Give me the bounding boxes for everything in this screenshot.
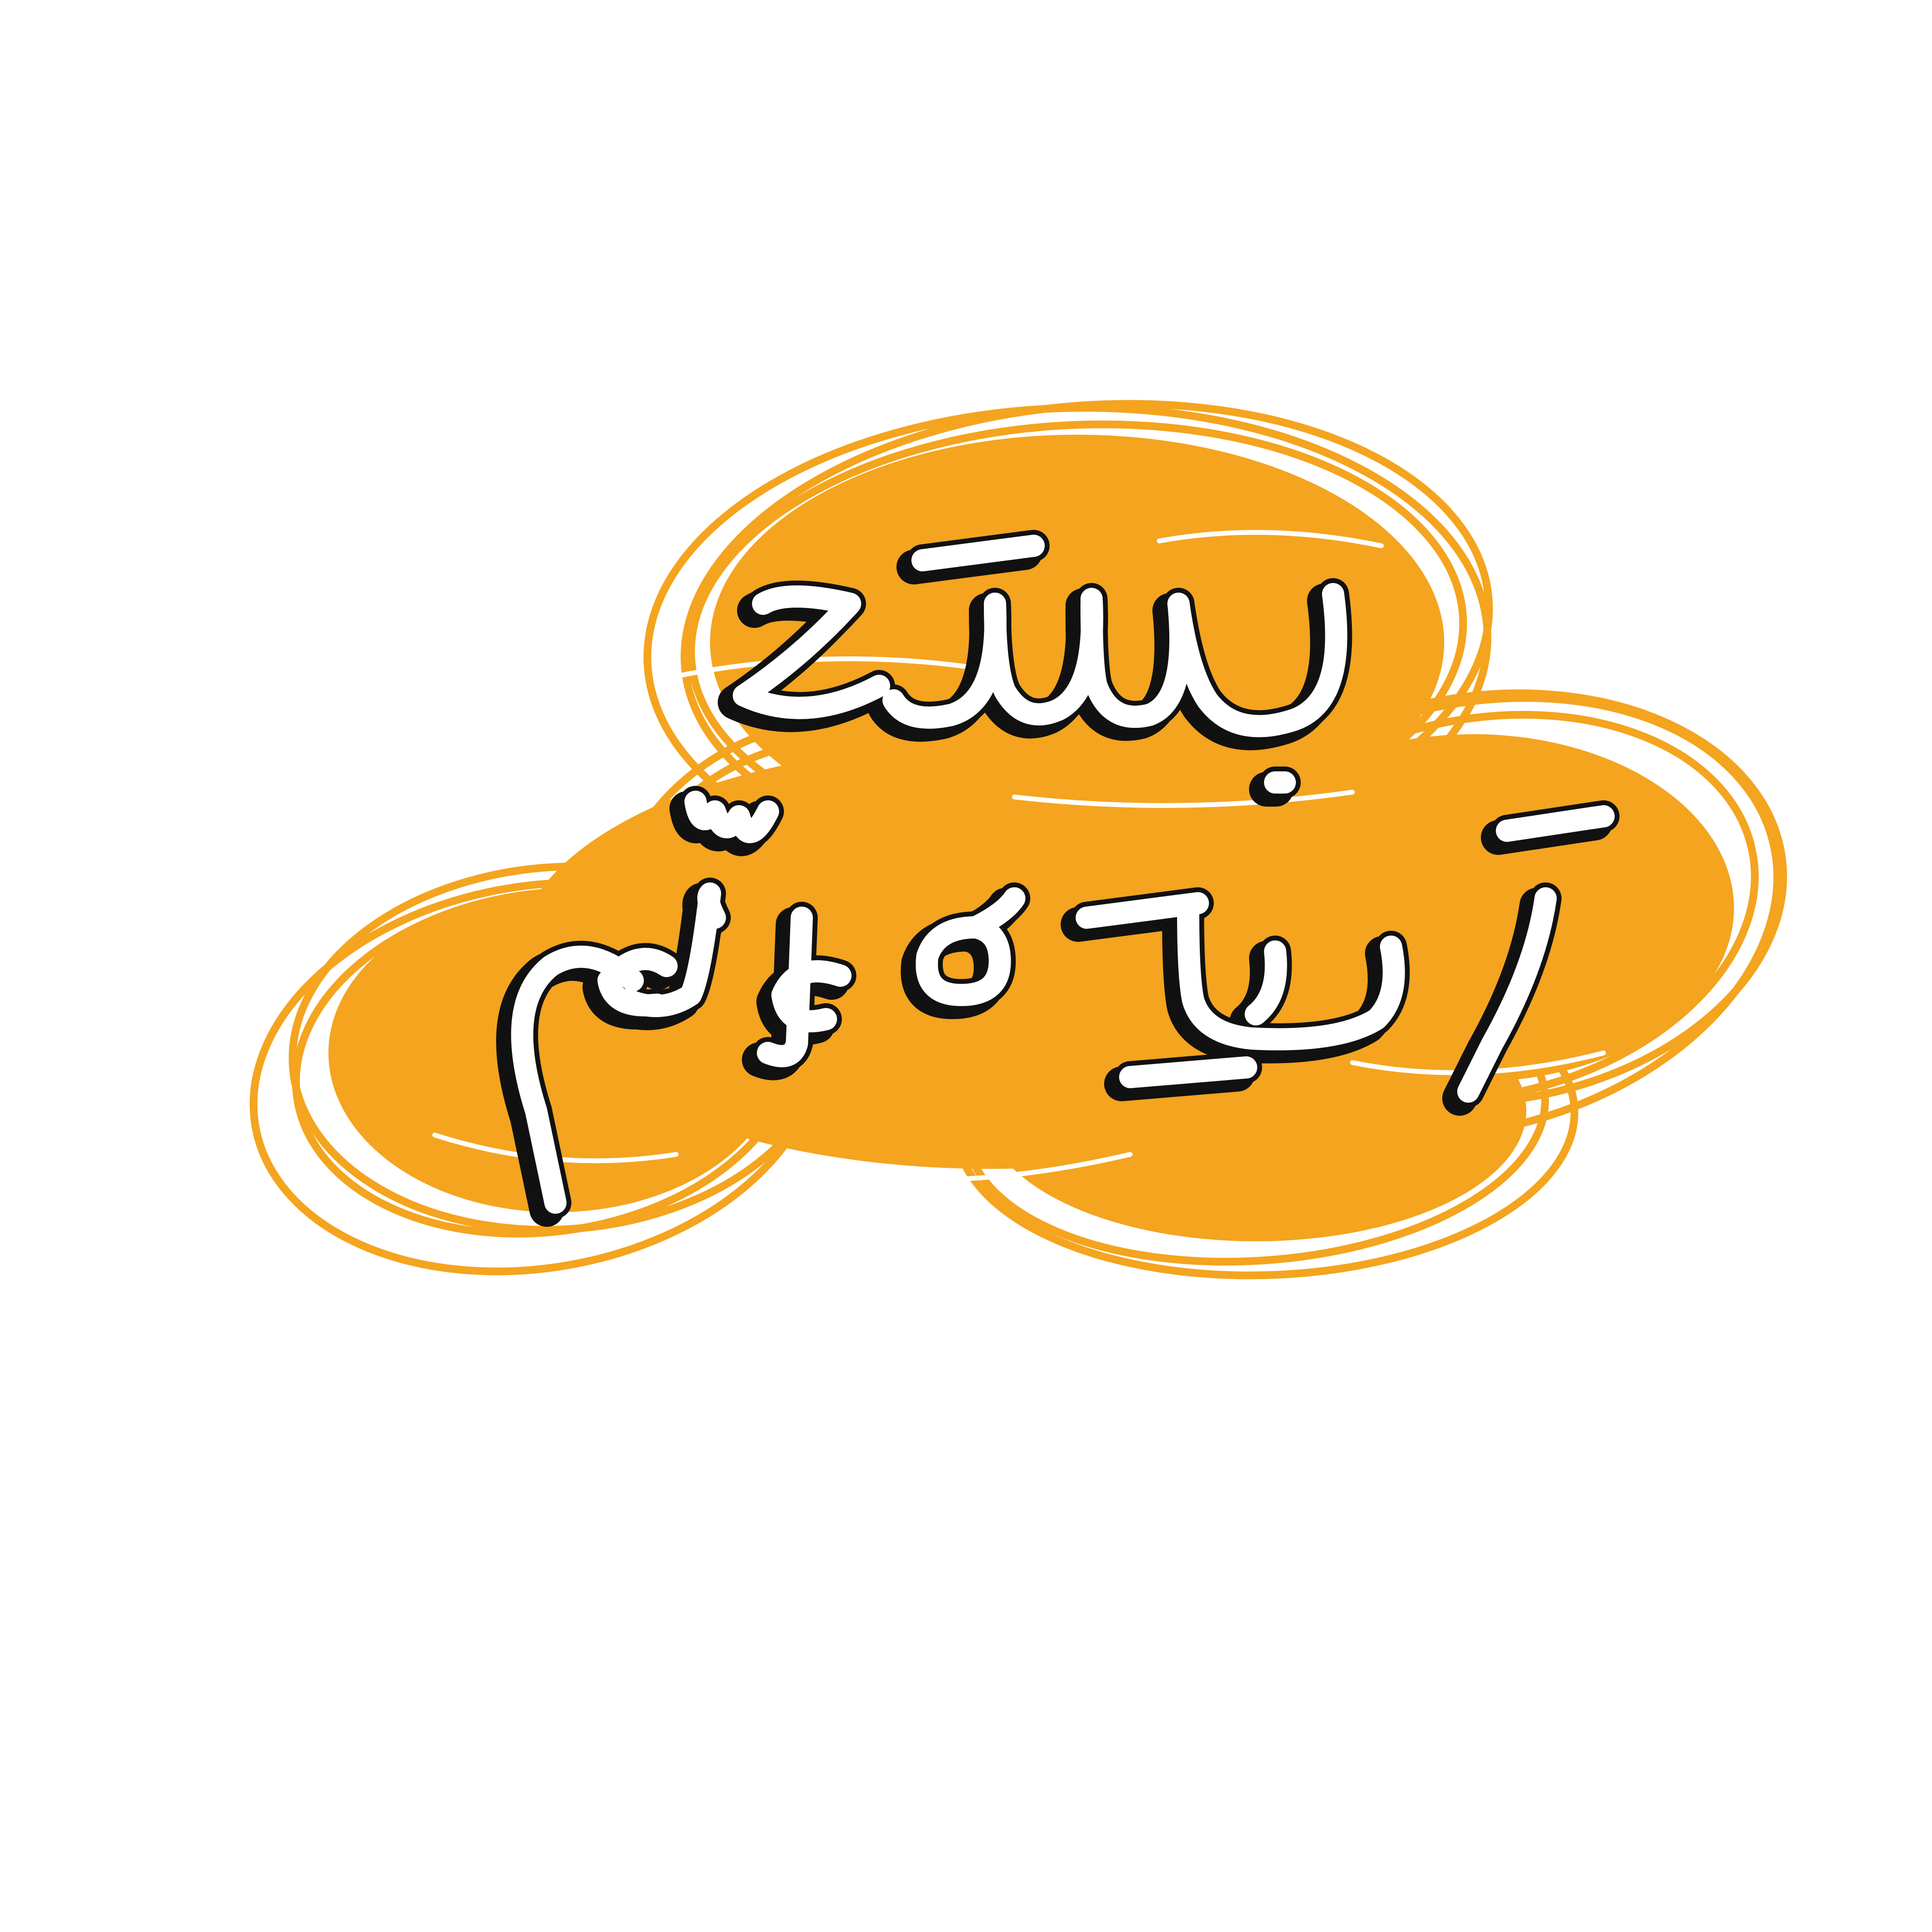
orange-blob (222, 371, 1824, 1314)
